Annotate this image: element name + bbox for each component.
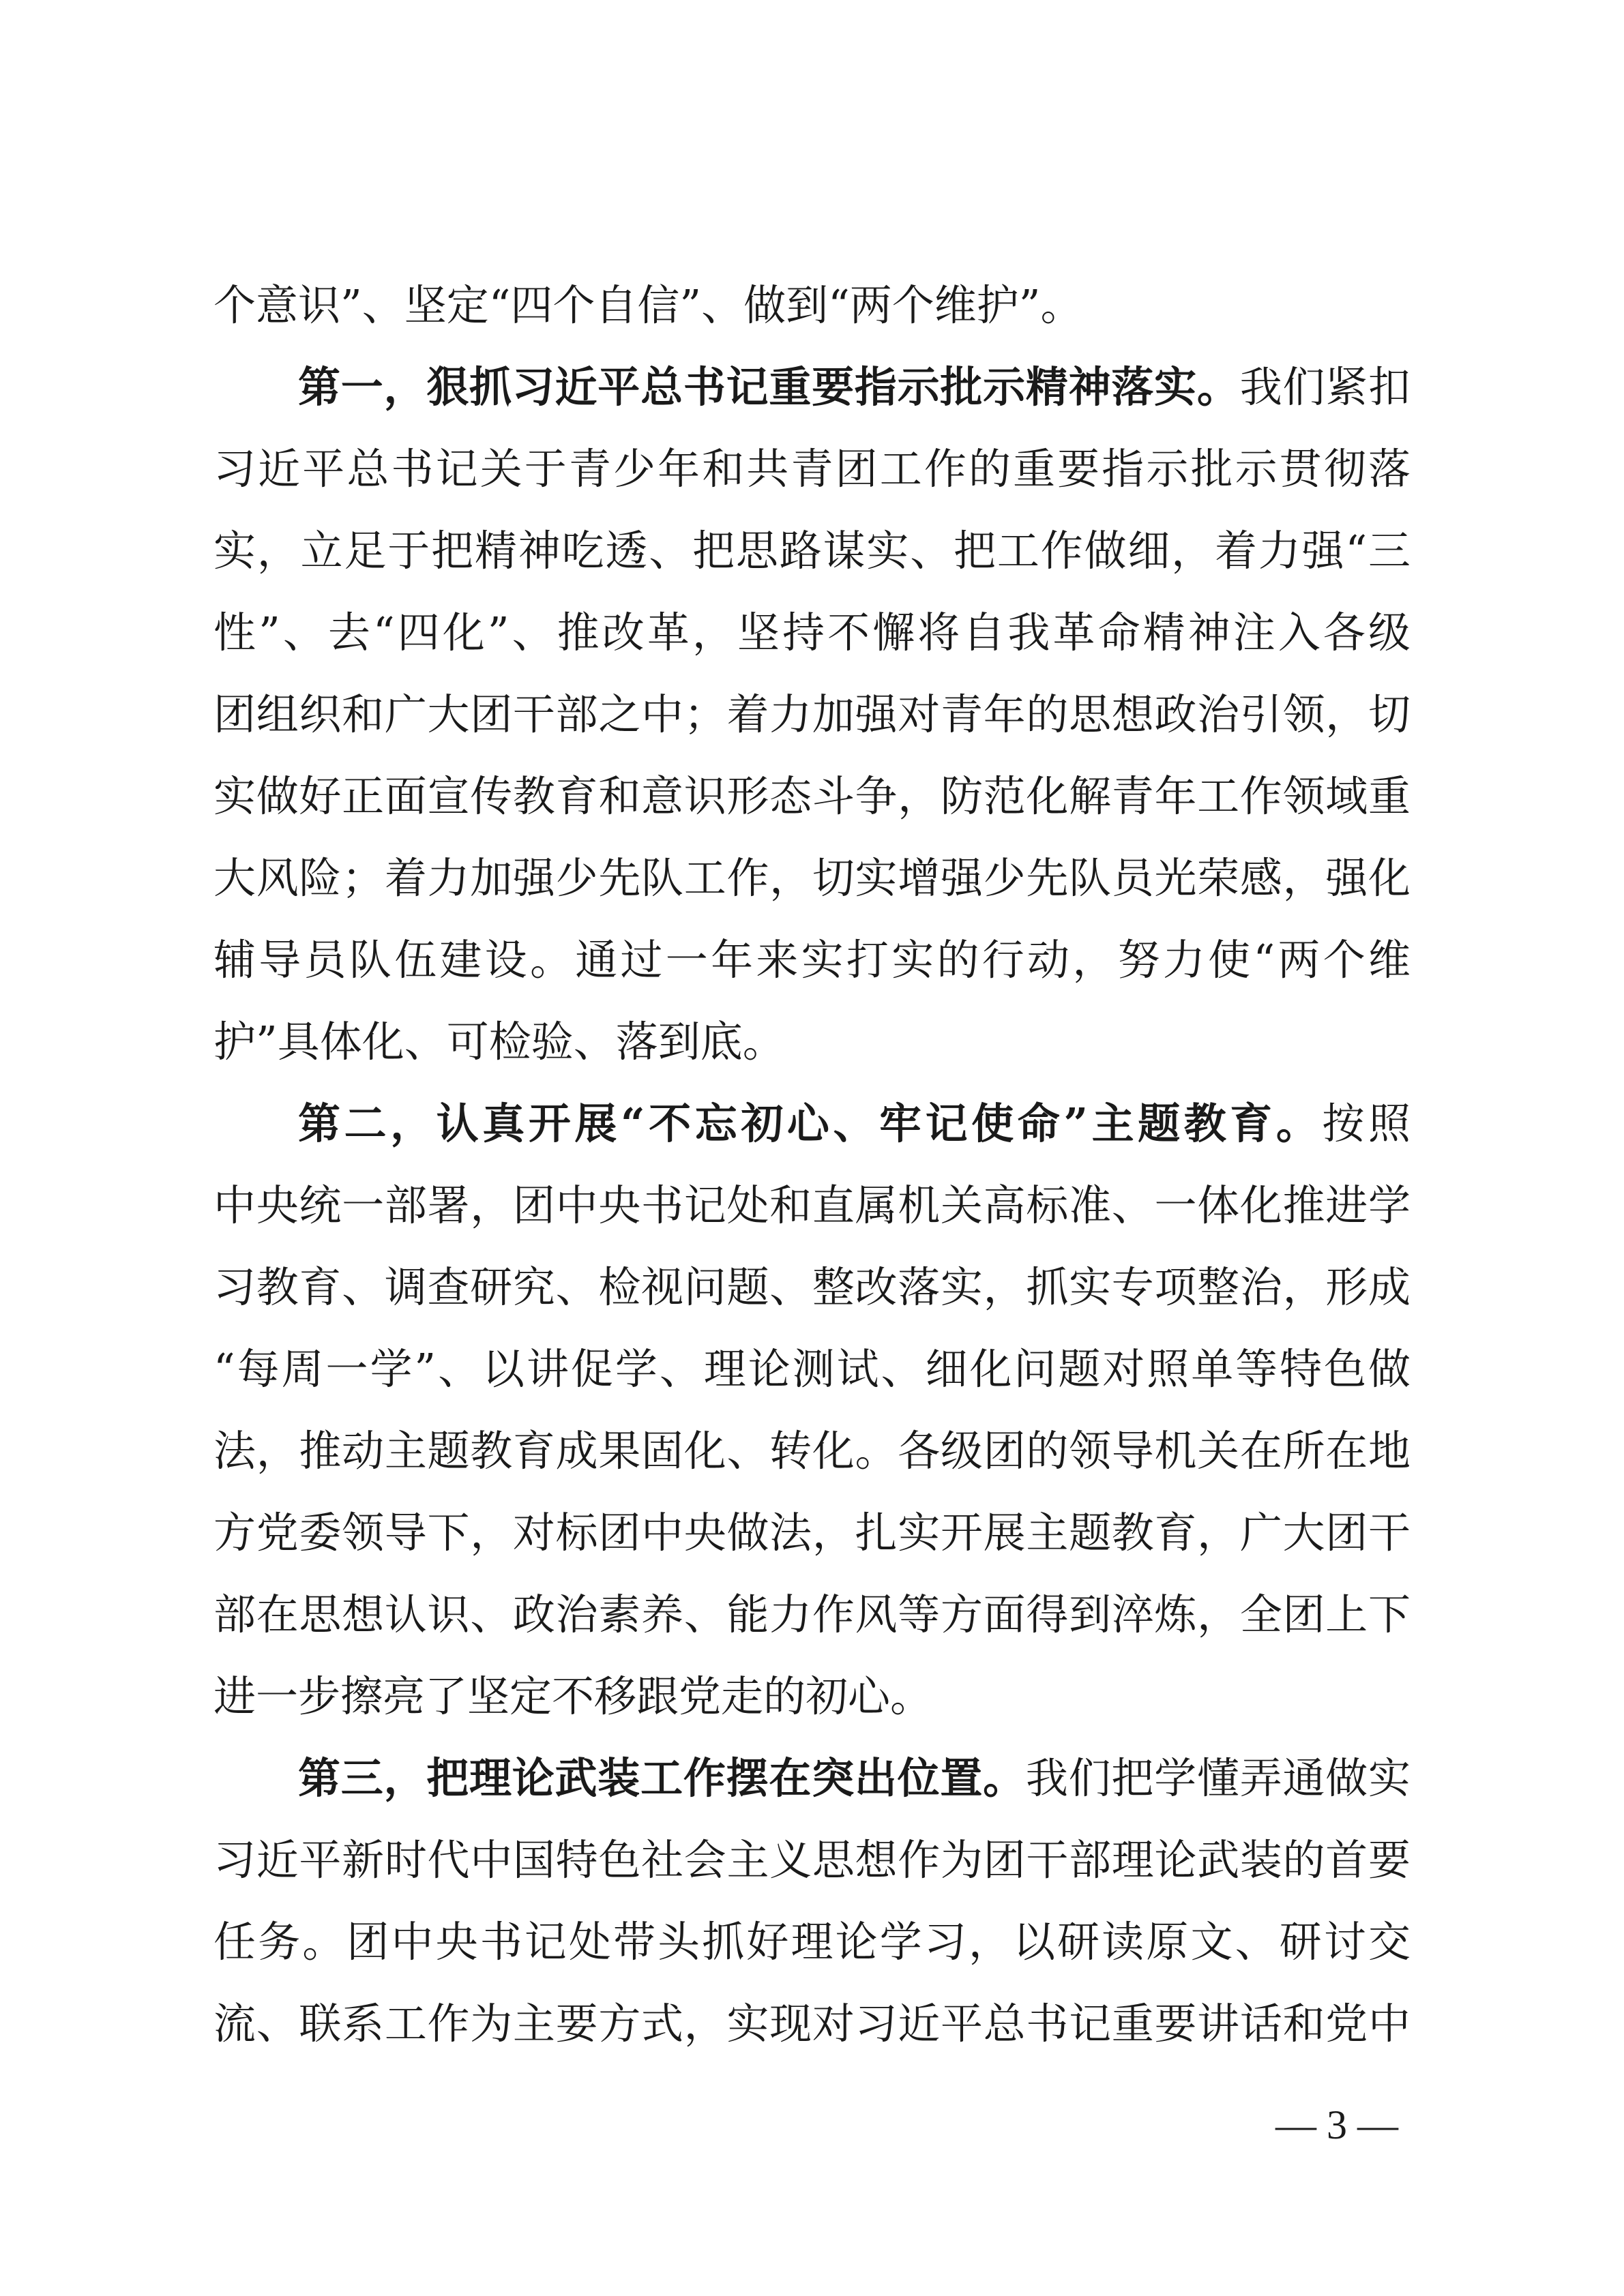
paragraph-lead-continuation: 我们紧扣 bbox=[1239, 362, 1411, 412]
text-line: 实做好正面宣传教育和意识形态斗争，防范化解青年工作领域重 bbox=[213, 771, 1411, 821]
paragraph-lead: 第一，狠抓习近平总书记重要指示批示精神落实。 bbox=[298, 362, 1240, 412]
paragraph-first-line bbox=[298, 1738, 1411, 1819]
text-line: 团组织和广大团干部之中；着力加强对青年的思想政治引领，切 bbox=[213, 689, 1411, 739]
paragraph-lead: 第二，认真开展“不忘初心、牢记使命”主题教育。 bbox=[298, 1099, 1323, 1148]
paragraph-first-line bbox=[298, 346, 1411, 428]
text-line: 部在思想认识、政治素养、能力作风等方面得到淬炼，全团上下 bbox=[213, 1590, 1411, 1639]
text-line: “每周一学”、以讲促学、理论测试、细化问题对照单等特色做 bbox=[213, 1344, 1411, 1394]
text-line: 中央统一部署，团中央书记处和直属机关高标准、一体化推进学 bbox=[213, 1180, 1411, 1230]
paragraph-lead-continuation: 我们把学懂弄通做实 bbox=[1025, 1753, 1411, 1803]
text-line: 性”、去“四化”、推改革，坚持不懈将自我革命精神注入各级 bbox=[213, 608, 1411, 657]
text-line: 辅导员队伍建设。通过一年来实打实的行动，努力使“两个维 bbox=[213, 935, 1411, 985]
text-line: 法，推动主题教育成果固化、转化。各级团的领导机关在所在地 bbox=[213, 1426, 1411, 1476]
text-line: 流、联系工作为主要方式，实现对习近平总书记重要讲话和党中 bbox=[213, 1999, 1411, 2048]
text-line: 实，立足于把精神吃透、把思路谋实、把工作做细，着力强“三 bbox=[213, 526, 1411, 576]
text-line: 任务。团中央书记处带头抓好理论学习，以研读原文、研讨交 bbox=[213, 1917, 1411, 1967]
text-line: 个意识”、坚定“四个自信”、做到“两个维护”。 bbox=[213, 280, 1083, 330]
text-line: 护”具体化、可检验、落到底。 bbox=[213, 1017, 785, 1067]
paragraph-lead: 第三，把理论武装工作摆在突出位置。 bbox=[298, 1753, 1026, 1803]
text-line: 习教育、调查研究、检视问题、整改落实，抓实专项整治，形成 bbox=[213, 1262, 1411, 1312]
paragraph-first-line bbox=[298, 1083, 1411, 1165]
text-line: 习近平新时代中国特色社会主义思想作为团干部理论武装的首要 bbox=[213, 1835, 1411, 1885]
text-line: 进一步擦亮了坚定不移跟党走的初心。 bbox=[213, 1671, 933, 1721]
page-number: — 3 — bbox=[1275, 2102, 1398, 2147]
paragraph-lead-continuation: 按照 bbox=[1322, 1099, 1411, 1148]
text-line: 习近平总书记关于青少年和共青团工作的重要指示批示贯彻落 bbox=[213, 444, 1411, 494]
text-line: 大风险；着力加强少先队工作，切实增强少先队员光荣感，强化 bbox=[213, 853, 1411, 903]
text-line: 方党委领导下，对标团中央做法，扎实开展主题教育，广大团干 bbox=[213, 1508, 1411, 1557]
